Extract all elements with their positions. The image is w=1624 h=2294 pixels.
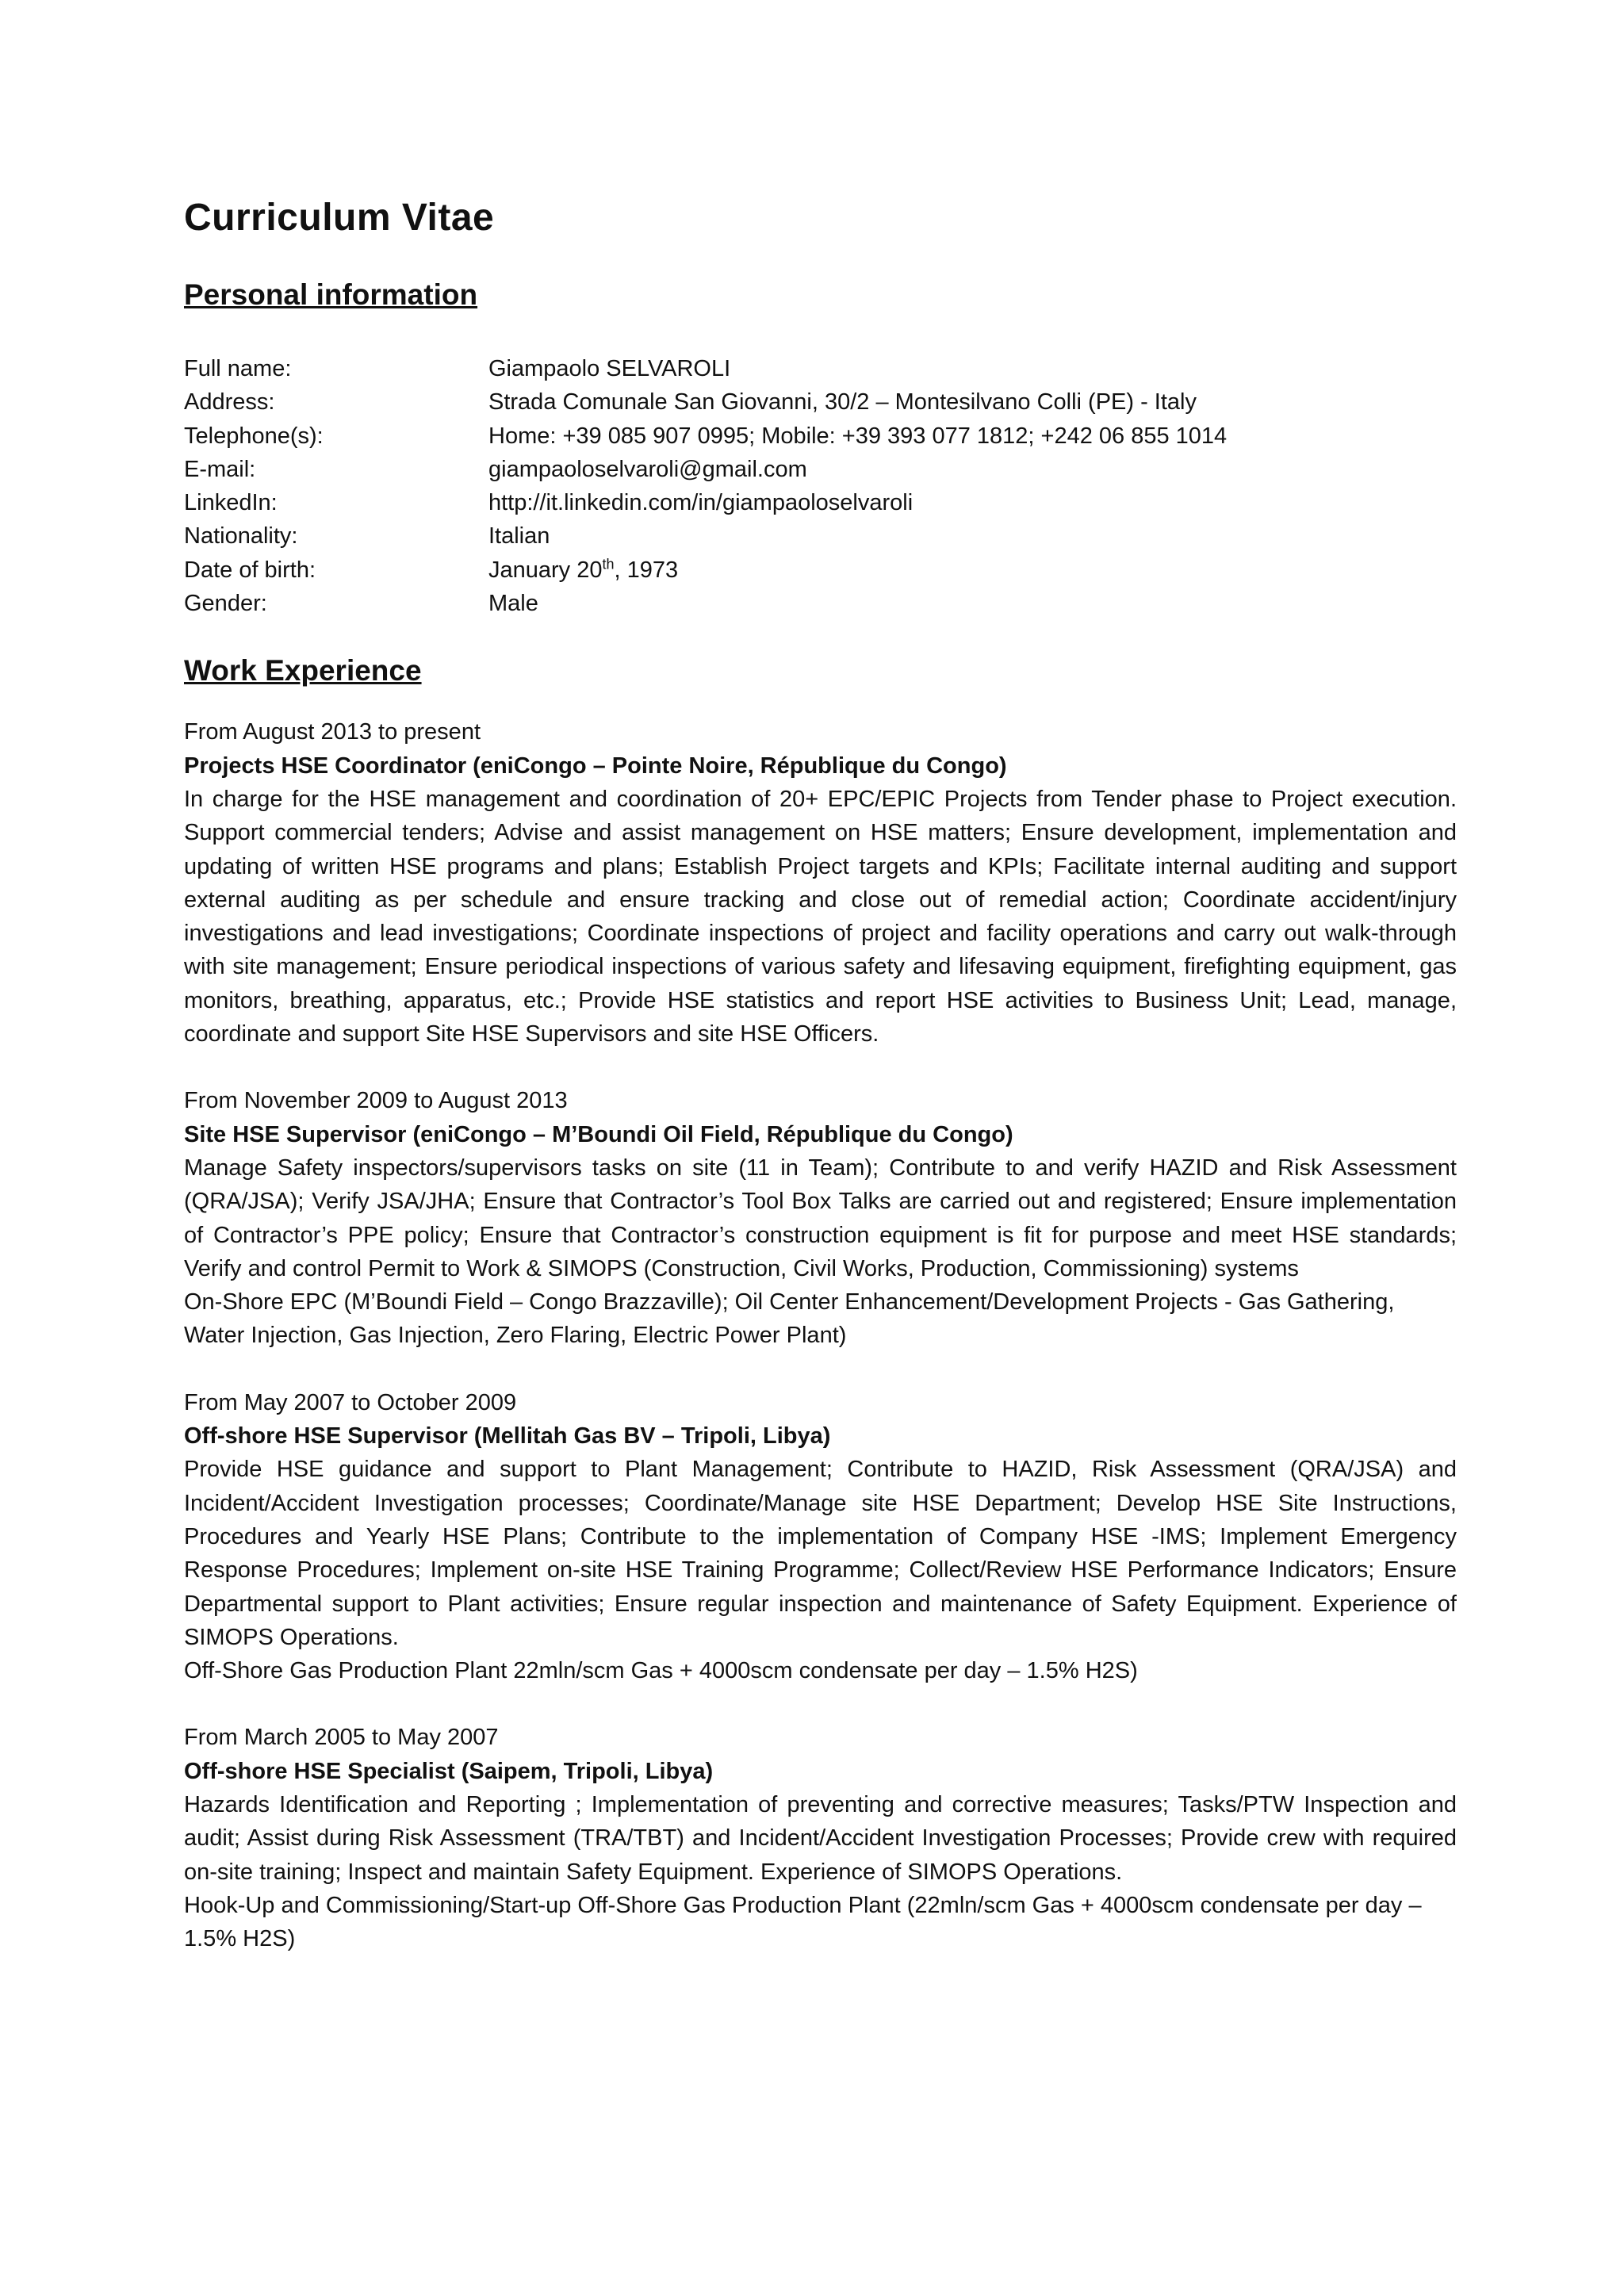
job-project: Off-Shore Gas Production Plant 22mln/scm Gas + 4000scm condensate per day – 1.5% H2S): [184, 1658, 1138, 1684]
info-label: Address:: [184, 389, 275, 416]
info-row-gender: [184, 587, 1457, 620]
info-value: Strada Comunale San Giovanni, 30/2 – Montesilvano Colli (PE) - Italy: [488, 389, 1197, 416]
job-entry: [184, 715, 1457, 1051]
job-entry: [184, 1721, 1457, 1955]
personal-info-heading: Personal information: [184, 278, 478, 311]
job-entry: [184, 1386, 1457, 1688]
personal-info-table: [184, 352, 1457, 620]
info-row-telephone: [184, 419, 1457, 453]
info-value: http://it.linkedin.com/in/giampaoloselvaroli: [488, 490, 914, 516]
job-title: Site HSE Supervisor (eniCongo – M’Boundi Oil Field, République du Congo): [184, 1121, 1013, 1147]
cv-page: [184, 190, 1457, 1989]
info-value: [488, 553, 1457, 587]
info-label: Date of birth:: [184, 557, 316, 583]
job-period: From November 2009 to August 2013: [184, 1088, 568, 1114]
job-title: Off-shore HSE Supervisor (Mellitah Gas BV – Tripoli, Libya): [184, 1423, 831, 1450]
job-period: From August 2013 to present: [184, 719, 481, 745]
job-description: Provide HSE guidance and support to Plant Management; Contribute to HAZID, Risk Assessment (QRA/JSA) and Incident/Accident Investigation processes; Coordinate/Manage site HSE Department; Develop HSE Site Instructions, Procedures and Yearly HSE Plans; Contribute to the implementation of Company HSE -IMS; Implement Emergency Response Procedures; Implement on-site HSE Training Programme; Collect/Review HSE Performance Indicators; Ensure Departmental support to Plant activities; Ensure regular inspection and maintenance of Safety Equipment. Experience of SIMOPS Operations.: [184, 1457, 1457, 1650]
job-period: From March 2005 to May 2007: [184, 1725, 499, 1751]
info-value: Male: [488, 591, 538, 617]
info-label: E-mail:: [184, 456, 256, 482]
dob-value-year: , 1973: [614, 557, 679, 583]
document-title: Curriculum Vitae: [184, 197, 495, 239]
work-experience-heading: Work Experience: [184, 654, 422, 687]
job-description: In charge for the HSE management and coordination of 20+ EPC/EPIC Projects from Tender phase to Project execution. Support commercial tenders; Advise and assist management on HSE matters; Ensure development, implementation and updating of written HSE programs and plans; Establish Project targets and KPIs; Facilitate internal auditing and support external auditing as per schedule and ensure tracking and close out of remedial action; Coordinate accident/injury investigations and lead investigations; Coordinate inspections of project and facility operations and carry out walk-through with site management; Ensure periodical inspections of various safety and lifesaving equipment, firefighting equipment, gas monitors, breathing, apparatus, etc.; Provide HSE statistics and report HSE activities to Business Unit; Lead, manage, coordinate and support Site HSE Supervisors and site HSE Officers.: [184, 786, 1457, 1047]
job-title: Projects HSE Coordinator (eniCongo – Pointe Noire, République du Congo): [184, 753, 1007, 779]
info-row-email: [184, 453, 1457, 486]
info-row-address: [184, 385, 1457, 419]
job-period: From May 2007 to October 2009: [184, 1389, 517, 1415]
info-label: Nationality:: [184, 523, 298, 550]
info-value: Home: +39 085 907 0995; Mobile: +39 393 077 1812; +242 06 855 1014: [488, 423, 1228, 449]
job-project: On-Shore EPC (M’Boundi Field – Congo Brazzaville); Oil Center Enhancement/Development Projects - Gas Gathering, Water Injection, Gas Injection, Zero Flaring, Electric Power Plant): [184, 1289, 1395, 1349]
info-row-nationality: [184, 519, 1457, 553]
info-label: Full name:: [184, 356, 292, 381]
info-value: Giampaolo SELVAROLI: [488, 356, 731, 381]
info-row-date-of-birth: [184, 553, 1457, 587]
info-label: Telephone(s):: [184, 423, 324, 449]
dob-value-main: January 20: [488, 557, 603, 583]
job-description: Hazards Identification and Reporting ; Implementation of preventing and corrective measures; Tasks/PTW Inspection and audit; Assist during Risk Assessment (TRA/TBT) and Incident/Accident Investigation Processes; Provide crew with required on-site training; Inspect and maintain Safety Equipment. Experience of SIMOPS Operations.: [184, 1791, 1457, 1885]
dob-ordinal-suffix: th: [602, 556, 615, 573]
info-label: LinkedIn:: [184, 490, 278, 516]
job-project: Hook-Up and Commissioning/Start-up Off-Shore Gas Production Plant (22mln/scm Gas + 4000scm condensate per day – 1.5% H2S): [184, 1892, 1422, 1952]
work-experience-list: [184, 715, 1457, 1955]
info-row-full-name: [184, 352, 1457, 385]
job-title: Off-shore HSE Specialist (Saipem, Tripoli, Libya): [184, 1758, 714, 1784]
job-entry: [184, 1084, 1457, 1352]
info-row-linkedin: [184, 486, 1457, 519]
info-value: giampaoloselvaroli@gmail.com: [488, 456, 807, 482]
job-description: Manage Safety inspectors/supervisors tasks on site (11 in Team); Contribute to and verify HAZID and Risk Assessment (QRA/JSA); Verify JSA/JHA; Ensure that Contractor’s Tool Box Talks are carried out and registered; Ensure implementation of Contractor’s PPE policy; Ensure that Contractor’s construction equipment is fit for purpose and meet HSE standards; Verify and control Permit to Work & SIMOPS (Construction, Civil Works, Production, Commissioning) systems: [184, 1155, 1457, 1281]
info-value: Italian: [488, 523, 550, 550]
info-label: Gender:: [184, 591, 267, 617]
